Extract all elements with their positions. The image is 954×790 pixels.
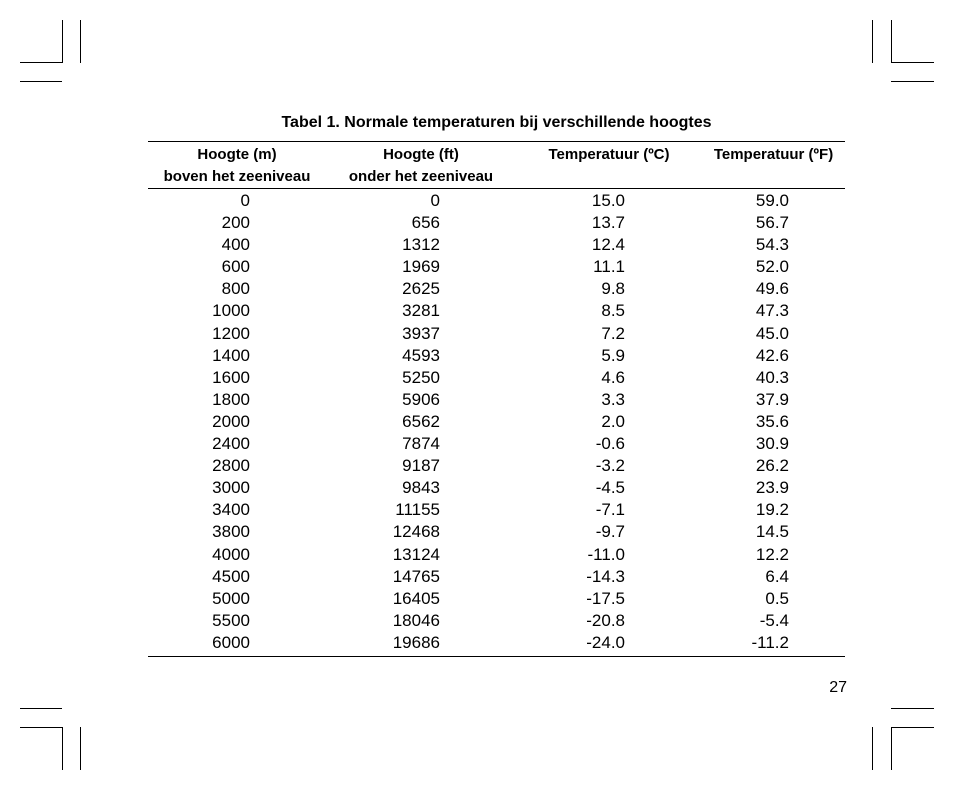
cell-height-ft: 14765 — [392, 566, 440, 586]
cell-temp-c: 5.9 — [601, 345, 625, 365]
table-row — [148, 499, 845, 521]
table-row — [148, 455, 845, 477]
cell-height-m: 2400 — [212, 434, 250, 454]
cell-height-m: 2000 — [212, 411, 250, 431]
cell-temp-c: -3.2 — [595, 456, 625, 476]
cell-height-ft: 3937 — [402, 323, 440, 343]
table-row — [148, 588, 845, 610]
cell-height-ft: 19686 — [392, 632, 440, 652]
table-row — [148, 300, 845, 322]
cell-height-m: 800 — [221, 279, 250, 299]
cell-height-m: 3000 — [212, 478, 250, 498]
table-header-rule — [148, 188, 845, 189]
cell-height-ft: 11155 — [395, 500, 440, 520]
cell-temp-c: 3.3 — [601, 389, 625, 409]
cell-temp-f: 47.3 — [755, 301, 789, 321]
cell-temp-c: -11.0 — [587, 544, 625, 564]
cell-height-ft: 6562 — [402, 411, 440, 431]
crop-mark — [891, 62, 934, 63]
cell-height-m: 1200 — [212, 323, 250, 343]
table-row — [148, 477, 845, 499]
table-row — [148, 566, 845, 588]
cell-height-m: 4000 — [212, 544, 250, 564]
cell-height-ft: 0 — [430, 191, 440, 210]
cell-temp-f: 49.6 — [755, 279, 789, 299]
cell-temp-f: 12.2 — [755, 544, 789, 564]
cell-height-m: 1600 — [212, 367, 250, 387]
column-header-line1: Temperatuur (ºF) — [713, 146, 834, 163]
crop-mark — [62, 727, 63, 770]
cell-temp-f: 37.9 — [755, 389, 789, 409]
column-header-height-m — [148, 144, 326, 188]
cell-height-ft: 656 — [411, 213, 440, 233]
cell-height-ft: 5250 — [402, 367, 440, 387]
cell-height-m: 3400 — [212, 500, 250, 520]
crop-mark — [20, 727, 62, 728]
crop-mark — [20, 708, 62, 709]
cell-temp-f: 0.5 — [765, 588, 789, 608]
cell-temp-f: 6.4 — [765, 566, 789, 586]
column-header-temp-f — [702, 144, 845, 166]
table-body — [148, 190, 845, 654]
cell-height-ft: 16405 — [392, 588, 440, 608]
cell-height-ft: 18046 — [392, 610, 440, 630]
crop-mark — [20, 81, 62, 82]
cell-height-m: 6000 — [212, 632, 250, 652]
cell-temp-f: 14.5 — [755, 522, 789, 542]
page-number: 27 — [829, 679, 847, 696]
cell-temp-f: 23.9 — [755, 478, 789, 498]
cell-temp-f: 52.0 — [755, 257, 789, 277]
cell-temp-c: 15.0 — [591, 191, 625, 210]
table-row — [148, 212, 845, 234]
cell-height-m: 1000 — [212, 301, 250, 321]
cell-height-m: 0 — [240, 191, 250, 210]
cell-height-ft: 12468 — [392, 522, 440, 542]
cell-temp-f: 19.2 — [755, 500, 789, 520]
crop-mark — [80, 727, 81, 770]
table-row — [148, 367, 845, 389]
cell-height-m: 1400 — [212, 345, 250, 365]
crop-mark — [891, 81, 934, 82]
cell-temp-c: 4.6 — [601, 367, 625, 387]
cell-temp-f: -5.4 — [759, 610, 789, 630]
cell-temp-f: 45.0 — [755, 323, 789, 343]
cell-temp-f: 30.9 — [755, 434, 789, 454]
table-row — [148, 278, 845, 300]
cell-height-ft: 4593 — [402, 345, 440, 365]
table-caption: Tabel 1. Normale temperaturen bij verschillende hoogtes — [281, 114, 712, 131]
cell-temp-f: 54.3 — [755, 235, 789, 255]
table-row — [148, 345, 845, 367]
crop-mark — [872, 20, 873, 63]
crop-mark — [20, 62, 62, 63]
table-row — [148, 190, 845, 212]
table-row — [148, 521, 845, 543]
table-row — [148, 323, 845, 345]
table-top-rule — [148, 141, 845, 142]
crop-mark — [62, 20, 63, 63]
table-row — [148, 411, 845, 433]
column-header-line2: boven het zeeniveau — [163, 168, 311, 185]
cell-height-m: 5500 — [212, 610, 250, 630]
cell-height-ft: 3281 — [402, 301, 440, 321]
cell-temp-f: 56.7 — [755, 213, 789, 233]
table-row — [148, 544, 845, 566]
cell-temp-c: -24.0 — [586, 632, 625, 652]
table-row — [148, 632, 845, 654]
crop-mark — [891, 708, 934, 709]
cell-height-ft: 5906 — [402, 389, 440, 409]
cell-temp-f: -11.2 — [751, 632, 789, 652]
cell-temp-f: 40.3 — [755, 367, 789, 387]
cell-temp-f: 26.2 — [755, 456, 789, 476]
cell-height-m: 400 — [221, 235, 250, 255]
cell-height-ft: 13124 — [392, 544, 440, 564]
cell-temp-c: 8.5 — [601, 301, 625, 321]
crop-mark — [891, 727, 892, 770]
table-row — [148, 256, 845, 278]
column-header-line1: Temperatuur (ºC) — [548, 146, 670, 163]
cell-temp-f: 59.0 — [755, 191, 789, 210]
column-header-temp-c — [516, 144, 702, 166]
cell-height-m: 600 — [221, 257, 250, 277]
table-row — [148, 234, 845, 256]
column-header-line1: Hoogte (ft) — [383, 146, 459, 163]
column-header-height-ft — [326, 144, 516, 188]
crop-mark — [891, 20, 892, 63]
cell-height-ft: 7874 — [402, 434, 440, 454]
cell-height-ft: 9843 — [402, 478, 440, 498]
cell-height-m: 5000 — [212, 588, 250, 608]
cell-temp-c: -4.5 — [595, 478, 625, 498]
table-bottom-rule — [148, 656, 845, 657]
cell-height-ft: 1312 — [402, 235, 440, 255]
column-header-line1: Hoogte (m) — [197, 146, 277, 163]
cell-temp-c: -0.6 — [595, 434, 625, 454]
table-row — [148, 610, 845, 632]
cell-temp-c: -9.7 — [595, 522, 625, 542]
cell-temp-c: 2.0 — [601, 411, 625, 431]
cell-temp-c: 7.2 — [601, 323, 625, 343]
cell-temp-c: -20.8 — [586, 610, 625, 630]
cell-height-m: 200 — [221, 213, 250, 233]
cell-temp-c: 13.7 — [591, 213, 625, 233]
cell-temp-c: -17.5 — [586, 588, 625, 608]
cell-temp-c: -14.3 — [586, 566, 625, 586]
cell-height-m: 3800 — [212, 522, 250, 542]
cell-height-ft: 2625 — [402, 279, 440, 299]
crop-mark — [872, 727, 873, 770]
column-header-line2: onder het zeeniveau — [348, 168, 494, 185]
cell-temp-f: 42.6 — [755, 345, 789, 365]
cell-temp-f: 35.6 — [755, 411, 789, 431]
cell-height-m: 4500 — [212, 566, 250, 586]
cell-temp-c: -7.1 — [595, 500, 625, 520]
table-row — [148, 389, 845, 411]
cell-height-m: 1800 — [212, 389, 250, 409]
cell-height-ft: 9187 — [402, 456, 440, 476]
cell-temp-c: 12.4 — [591, 235, 625, 255]
table-row — [148, 433, 845, 455]
crop-mark — [891, 727, 934, 728]
cell-temp-c: 9.8 — [601, 279, 625, 299]
crop-mark — [80, 20, 81, 63]
cell-height-m: 2800 — [212, 456, 250, 476]
cell-temp-c: 11.1 — [593, 257, 625, 277]
cell-height-ft: 1969 — [402, 257, 440, 277]
